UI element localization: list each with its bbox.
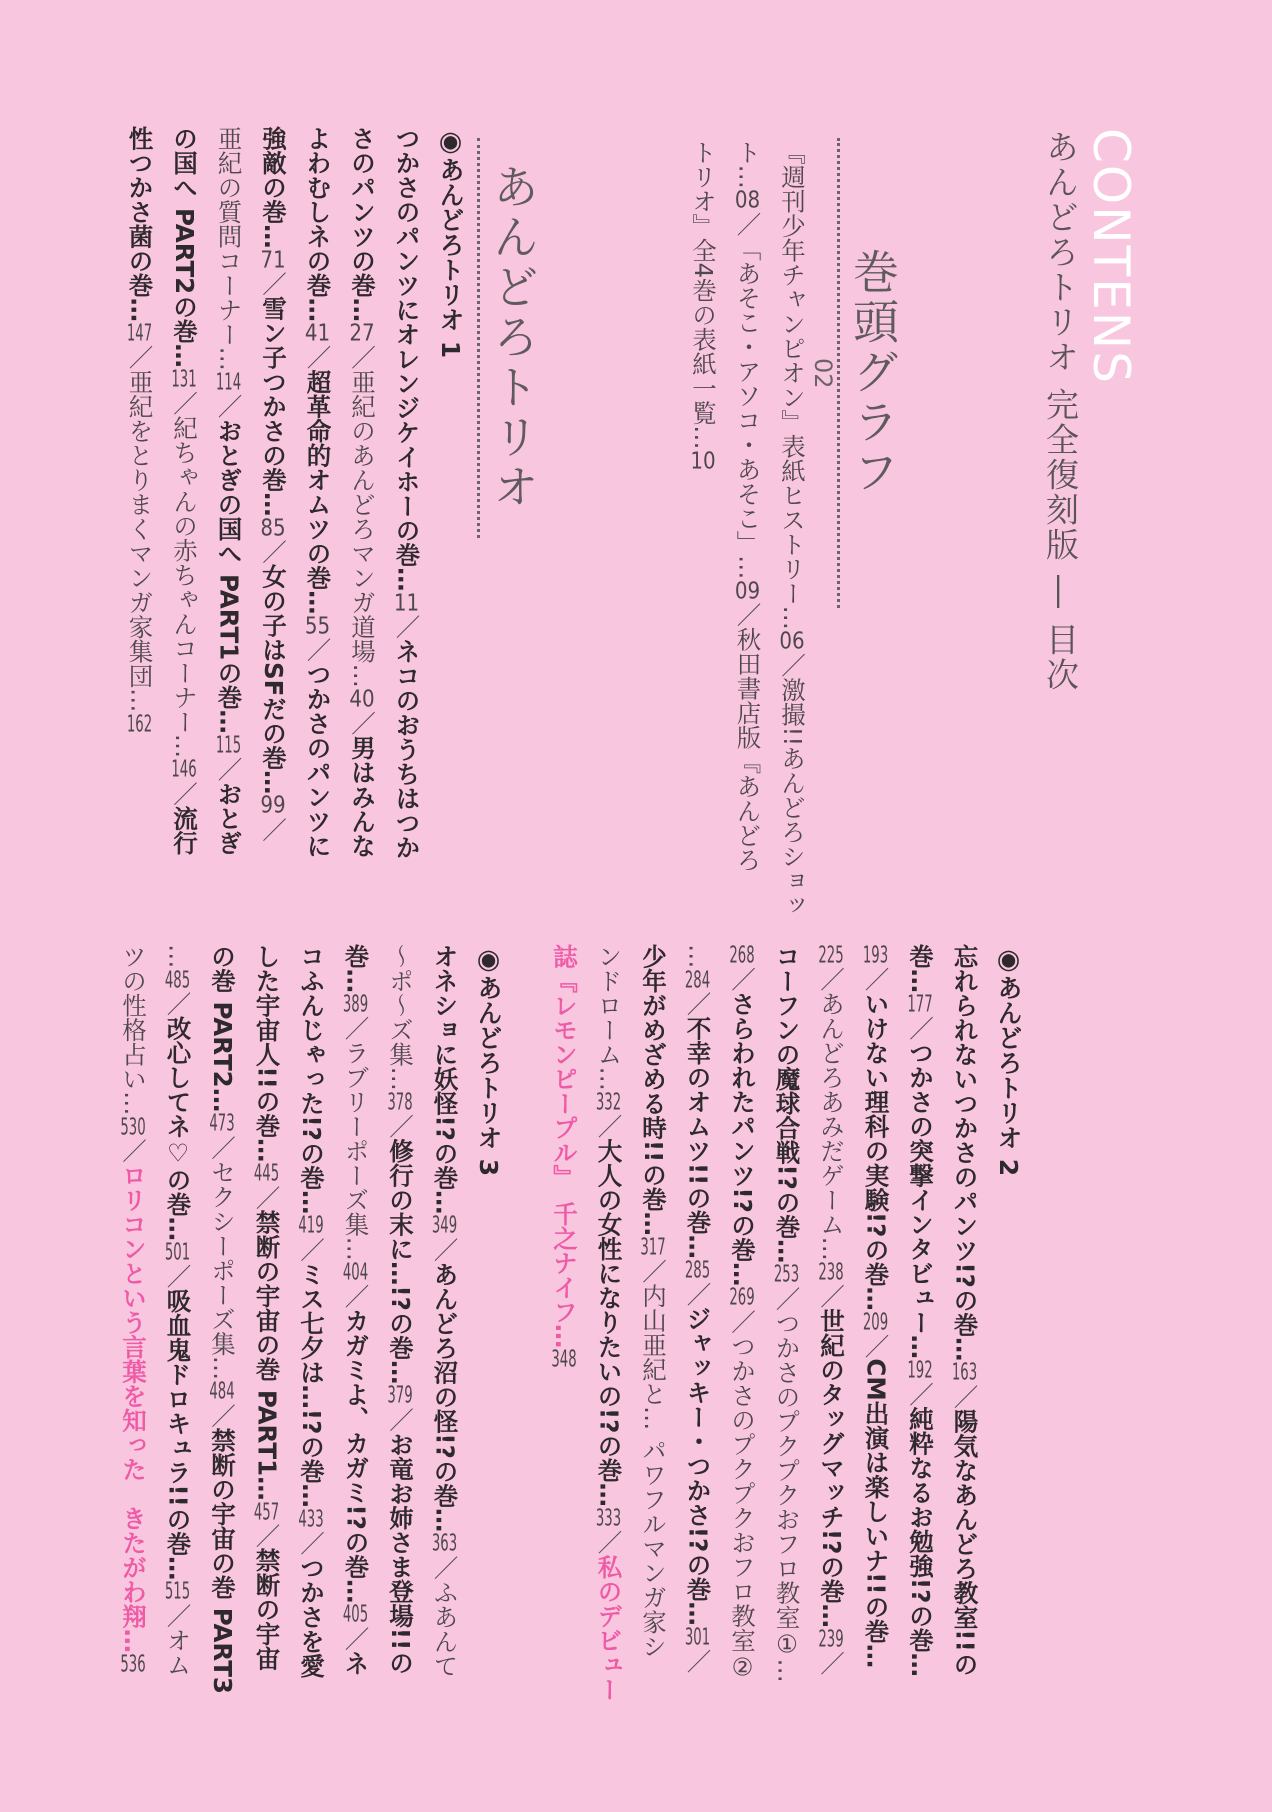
entry-text: ／内山亜紀と… パワフルマンガ家シ xyxy=(639,1258,668,1659)
page-number: 09 xyxy=(734,579,761,603)
entry-text: ／ xyxy=(430,1237,460,1262)
entry-text: ／ xyxy=(906,1016,935,1041)
entry-text: ジャッキー・つかさ!?の巻… xyxy=(683,1306,713,1626)
entry-text: お竜お姉さま登場!!の xyxy=(386,1431,415,1675)
page-number: 433 xyxy=(298,1507,324,1531)
entry-text: いけない理科の実験!?の巻… xyxy=(861,991,891,1311)
entry-text: 少年がめざめる時!!の巻… xyxy=(639,944,668,1236)
entry-text: ／紀ちゃんの赤ちゃんコーナー… xyxy=(170,390,199,759)
toc-line xyxy=(333,944,378,1694)
page-number: 06 xyxy=(779,630,805,653)
entry-text: 改心してネ♡の巻… xyxy=(163,1016,193,1241)
entry-text: 巻… xyxy=(341,944,371,993)
entry-text: ネコのおうちはつか xyxy=(392,639,422,860)
entry-text: 『週刊少年チャンピオン』表紙ヒストリー… xyxy=(778,140,807,630)
entry-text: 超革命的オムツの巻… xyxy=(303,369,333,615)
entry-text: 忘れられないつかさのパンツ!?の巻… xyxy=(950,944,980,1362)
bullet-icon: ◉ xyxy=(435,126,466,157)
entry-text: 性つかさ菌の巻… xyxy=(125,126,155,322)
page-number: 114 xyxy=(215,371,242,394)
page-number: 146 xyxy=(171,758,197,782)
entry-text: おとぎの国へ PART1の巻… xyxy=(214,418,244,734)
page-number: 02 xyxy=(809,357,837,389)
page-number: 11 xyxy=(393,591,420,615)
volume-2-contents xyxy=(542,944,1031,1701)
entry-text: の巻 PART2… xyxy=(208,944,237,1113)
page-number: 08 xyxy=(734,189,761,212)
toc-line xyxy=(422,944,467,1694)
entry-text: ツの性格占い… xyxy=(119,944,148,1116)
page-number: 85 xyxy=(260,516,286,540)
page-number: 238 xyxy=(818,1261,844,1284)
toc-line xyxy=(764,944,809,1701)
page-number: 239 xyxy=(818,1627,844,1651)
entry-text: つかさのパンツにオレンジケイホーの巻… xyxy=(392,126,422,592)
feature-entry-title: 私のデビュー xyxy=(594,1554,624,1702)
toc-line xyxy=(206,126,251,860)
feature-entry-title: 誌『レモンピープル』 千之ナイフ… xyxy=(550,944,579,1349)
section-title-trio: あんどろトリオ xyxy=(486,163,540,513)
page-number: 55 xyxy=(304,614,331,638)
toc-line xyxy=(631,944,676,1701)
entry-text: ／ xyxy=(861,967,891,992)
bullet-icon: ◉ xyxy=(993,944,1024,975)
page-number: 333 xyxy=(595,1506,622,1530)
volume-1-contents xyxy=(117,126,472,860)
entry-text: ／ xyxy=(208,1403,237,1428)
graph-entries xyxy=(681,140,815,918)
page-number: 147 xyxy=(126,322,153,345)
page-number: 404 xyxy=(342,1261,369,1284)
entry-text: ／ xyxy=(259,271,288,296)
toc-line xyxy=(853,944,898,1701)
page-number: 419 xyxy=(298,1214,324,1238)
entry-text: 禁断の宇宙 xyxy=(252,1548,282,1671)
entry-text: ／ xyxy=(341,1284,371,1309)
page-number: 317 xyxy=(640,1235,666,1259)
entry-text: 陽気なあんどろ教室!!の xyxy=(950,1408,980,1677)
page-number: 501 xyxy=(164,1241,191,1264)
entry-text: ／ふあんて xyxy=(430,1555,460,1678)
entry-text: 〜ポ〜ズ集… xyxy=(386,944,415,1091)
page-number: 253 xyxy=(773,1263,800,1287)
entry-text: オネショに妖怪!?の巻… xyxy=(430,944,460,1215)
entry-text: ／ xyxy=(252,1523,282,1549)
page-number: 484 xyxy=(209,1380,235,1404)
entry-text: ／ xyxy=(348,711,377,736)
entry-text: ／ xyxy=(170,781,199,806)
entry-text: ／ xyxy=(259,539,288,564)
entry-text: さらわれたパンツ!?の巻… xyxy=(728,991,757,1287)
volume-heading xyxy=(467,944,511,1694)
entry-text: 世紀のタッグマッチ!?の巻… xyxy=(817,1308,846,1628)
page-number: 192 xyxy=(907,1359,933,1382)
page-number: 285 xyxy=(684,1258,711,1282)
page-number: 162 xyxy=(126,712,153,736)
entry-text: 吸血鬼ドロキュラ!!の巻… xyxy=(163,1288,193,1581)
page-number: 445 xyxy=(253,1162,280,1186)
leader-dots xyxy=(837,138,840,608)
page-number: 457 xyxy=(253,1500,280,1524)
contents-title: CONTENS xyxy=(1082,128,1140,385)
page-number: 225 xyxy=(818,944,844,967)
page-number: 536 xyxy=(120,1653,146,1676)
toc-line xyxy=(542,944,587,1701)
entry-text: ／ xyxy=(214,756,244,782)
page-number: 363 xyxy=(431,1532,458,1556)
volume-heading-text: あんどろトリオ 1 xyxy=(436,157,465,359)
entry-text: ／ xyxy=(303,345,333,370)
toc-line xyxy=(942,944,987,1701)
entry-text: ／ xyxy=(594,1114,624,1139)
toc-line xyxy=(111,944,156,1694)
toc-line xyxy=(155,944,200,1694)
entry-text: ／ xyxy=(950,1384,980,1409)
entry-text: … xyxy=(683,944,713,969)
page-number: 41 xyxy=(304,322,331,345)
entry-text: おとぎ xyxy=(214,781,244,855)
entry-text: ／ xyxy=(683,991,713,1016)
page-number: 332 xyxy=(595,1091,622,1114)
entry-text: ／ xyxy=(341,1626,371,1651)
entry-text: 禁断の宇宙の巻 PART1… xyxy=(252,1209,282,1501)
entry-text: ／ xyxy=(386,1114,415,1139)
toc-line xyxy=(162,126,207,860)
entry-text: 亜紀の質問コーナー… xyxy=(214,126,244,371)
entry-text: カガミよ、カガミ!?の巻… xyxy=(341,1308,371,1604)
entry-text: ／ xyxy=(252,1185,282,1210)
entry-text: CM出演は楽しいナ!!の巻… xyxy=(861,1358,891,1669)
entry-text: ／亜紀をとりまくマンガ家集団… xyxy=(125,345,155,713)
entry-text: 巻… xyxy=(906,944,935,993)
page-number: 177 xyxy=(907,993,933,1016)
feature-entry-title: ロリコンという言葉を知った きたがわ翔… xyxy=(119,1163,148,1653)
entry-text: ／つかさのプクプクおフロ教室② xyxy=(728,1309,757,1682)
page-number: 530 xyxy=(120,1115,146,1139)
entry-text: ／ xyxy=(163,991,193,1016)
entry-text: さのパンツの巻… xyxy=(348,126,377,322)
page-number: 515 xyxy=(164,1580,191,1604)
entry-text: 雪ン子つかさの巻… xyxy=(259,296,288,517)
entry-text: ミス七夕は…!?の巻… xyxy=(297,1261,326,1508)
page-number: 269 xyxy=(729,1286,755,1310)
page-number: 301 xyxy=(684,1625,711,1649)
entry-text: ／ xyxy=(297,1530,326,1556)
entry-text: ／あんどろあみだゲーム… xyxy=(817,967,846,1261)
toc-line xyxy=(340,126,385,860)
page-number: 473 xyxy=(209,1112,235,1136)
volume-heading-text: あんどろトリオ 2 xyxy=(994,975,1023,1177)
entry-text: ／ xyxy=(683,1281,713,1307)
entry-text: 強敵の巻… xyxy=(259,126,288,249)
entry-text: つかさの突撃インタビュー… xyxy=(906,1040,935,1359)
page-number: 193 xyxy=(862,944,889,967)
toc-line xyxy=(378,944,423,1694)
entry-text: … xyxy=(163,944,193,969)
toc-line xyxy=(384,126,429,860)
entry-text: ／オム xyxy=(163,1603,193,1677)
entry-text: ／ xyxy=(861,1333,891,1359)
entry-text: ／ xyxy=(817,1284,846,1309)
toc-line xyxy=(295,126,340,860)
entry-text: ／亜紀のあんどろマンガ道場… xyxy=(348,345,377,688)
section-heading-graph xyxy=(809,128,906,618)
entry-text: 大人の女性になりたいの!?の巻… xyxy=(594,1138,624,1507)
toc-line xyxy=(809,944,854,1701)
page-number: 389 xyxy=(342,993,369,1016)
entry-text: コふんじゃった!?の巻… xyxy=(297,944,326,1215)
entry-text: 男はみんな xyxy=(348,735,377,858)
toc-line xyxy=(251,126,296,860)
entry-text: 女の子はSFだの巻… xyxy=(259,564,288,795)
entry-text: 禁断の宇宙の巻 PART3 xyxy=(208,1427,237,1694)
leader-dots xyxy=(477,138,480,538)
entry-text: つかさのパンツに xyxy=(303,662,333,858)
page-number: 268 xyxy=(729,944,755,967)
toc-line xyxy=(681,140,726,918)
page-number: 485 xyxy=(164,968,191,992)
entry-text: ／ xyxy=(728,967,757,992)
entry-text: ／ラブリーポーズ集… xyxy=(341,1016,371,1261)
page-number: 349 xyxy=(431,1214,458,1238)
section-heading-trio xyxy=(477,128,546,548)
page-number: 131 xyxy=(171,367,197,391)
toc-line xyxy=(898,944,943,1701)
toc-line xyxy=(244,944,289,1694)
bullet-icon: ◉ xyxy=(473,944,504,975)
toc-line xyxy=(289,944,334,1694)
toc-line xyxy=(586,944,631,1701)
volume-heading xyxy=(987,944,1031,1701)
toc-line xyxy=(720,944,765,1701)
entry-text: よわむしネの巻… xyxy=(303,126,333,322)
entry-text: つかさを愛 xyxy=(297,1555,326,1678)
page-number: 40 xyxy=(349,688,375,711)
entry-text: 流行 xyxy=(170,805,199,855)
entry-text: ／「あそこ・アソコ・あそこ」… xyxy=(733,212,763,580)
entry-text: ／セクシーポーズ集… xyxy=(208,1135,237,1381)
entry-text: ネ xyxy=(341,1650,371,1676)
page-number: 163 xyxy=(951,1361,978,1385)
page-number: 405 xyxy=(342,1603,369,1627)
entry-text: トリオ』全4巻の表紙一覧… xyxy=(689,140,718,450)
entry-text: ／ xyxy=(259,817,288,842)
section-title-graph: 巻頭グラフ xyxy=(846,248,900,498)
entry-text: の国へ PART2の巻… xyxy=(170,126,199,368)
entry-text: ／ xyxy=(163,1264,193,1289)
entry-text: ／つかさのプクプクおフロ教室①… xyxy=(772,1286,802,1683)
entry-text: 純粋なるお勉強!?の巻… xyxy=(906,1406,935,1677)
entry-text: ／ xyxy=(594,1529,624,1555)
entry-text: ンドローム… xyxy=(594,944,624,1091)
toc-line xyxy=(770,140,815,918)
page-number: 378 xyxy=(387,1091,413,1114)
entry-text: ／激撮!!あんどろショッ xyxy=(778,653,807,918)
entry-text: ／ xyxy=(817,1650,846,1676)
entry-text: ／ xyxy=(392,614,422,639)
toc-line xyxy=(675,944,720,1701)
entry-text: 修行の末に…!?の巻… xyxy=(386,1138,415,1385)
entry-text: あんどろ沼の怪!?の巻… xyxy=(430,1261,460,1533)
page-number: 209 xyxy=(862,1310,889,1334)
page-number: 284 xyxy=(684,968,711,992)
page-number: 99 xyxy=(260,794,286,818)
entry-text: ／ xyxy=(303,637,333,662)
entry-text: ／ xyxy=(297,1237,326,1262)
entry-text: ／ xyxy=(906,1382,935,1407)
entry-text: 不幸のオムツ!!の巻… xyxy=(683,1016,713,1259)
entry-text: ／ xyxy=(683,1648,713,1674)
entry-text: コーフンの魔球合戦!?の巻… xyxy=(772,944,802,1264)
toc-line xyxy=(200,944,245,1694)
page-number: 348 xyxy=(551,1348,577,1372)
entry-text: ／秋田書店版『あんどろ xyxy=(733,602,763,872)
page-number: 379 xyxy=(387,1384,413,1408)
entry-text: ／ xyxy=(386,1407,415,1432)
volume-3-contents xyxy=(111,944,511,1694)
page-number: 10 xyxy=(690,449,716,473)
book-subtitle: あんどろトリオ 完全復刻版 ― 目次 xyxy=(1041,130,1080,693)
page-number: 71 xyxy=(260,248,286,272)
entry-text: した宇宙人!!の巻… xyxy=(252,944,282,1163)
toc-line xyxy=(725,140,770,918)
entry-text: ／ xyxy=(119,1138,148,1163)
volume-heading-text: あんどろトリオ 3 xyxy=(474,975,503,1177)
toc-line xyxy=(117,126,162,860)
page-number: 27 xyxy=(349,322,375,345)
entry-text: ト… xyxy=(733,140,763,189)
volume-heading xyxy=(429,126,473,860)
entry-text: ／ xyxy=(214,394,244,419)
page-number: 115 xyxy=(215,733,242,757)
